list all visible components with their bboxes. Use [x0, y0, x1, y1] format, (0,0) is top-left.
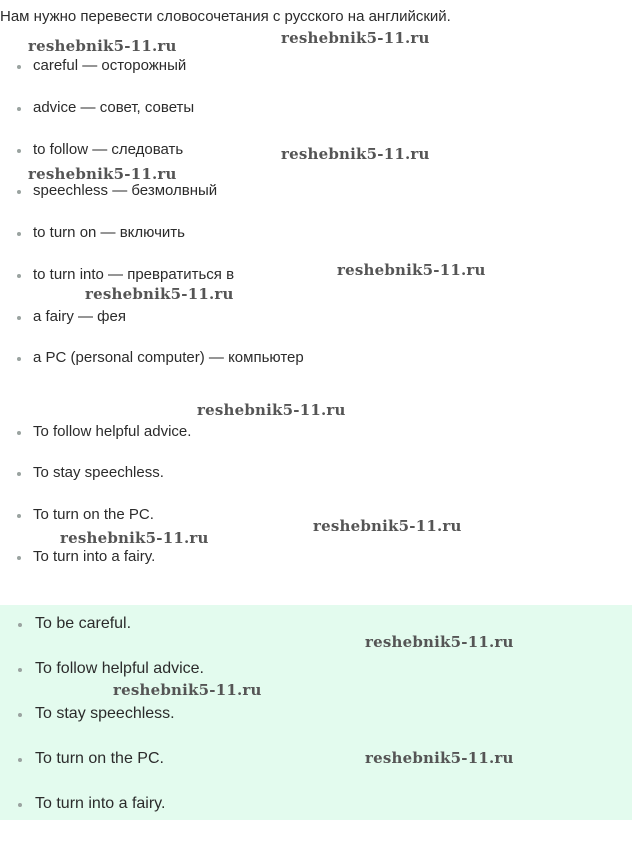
vocab-item: careful — осторожный	[33, 57, 187, 74]
phrase-item: To follow helpful advice.	[33, 423, 192, 440]
vocab-item: to follow — следовать	[33, 141, 184, 158]
answer-item: To turn into a fairy.	[35, 795, 166, 812]
vocab-item: advice — совет, советы	[33, 99, 195, 116]
vocab-item: speechless — безмолвный	[33, 182, 218, 199]
watermark: reshebnik5-11.ru	[281, 145, 430, 163]
answer-item: To stay speechless.	[35, 705, 175, 722]
watermark: reshebnik5-11.ru	[60, 529, 209, 547]
phrase-item: To turn on the PC.	[33, 506, 154, 523]
intro-text: Нам нужно перевести словосочетания с русского на английский.	[0, 8, 451, 25]
watermark: reshebnik5-11.ru	[85, 285, 234, 303]
answer-item: To follow helpful advice.	[35, 660, 204, 677]
vocab-item: to turn on — включить	[33, 224, 185, 241]
answer-item: To be careful.	[35, 615, 132, 632]
phrase-item: To turn into a fairy.	[33, 548, 156, 565]
vocab-item: a fairy — фея	[33, 308, 126, 325]
watermark: reshebnik5-11.ru	[28, 37, 177, 55]
vocab-item: to turn into — превратиться в	[33, 266, 235, 283]
watermark: reshebnik5-11.ru	[28, 165, 177, 183]
watermark: reshebnik5-11.ru	[365, 633, 514, 651]
phrase-item: To stay speechless.	[33, 464, 164, 481]
watermark: reshebnik5-11.ru	[281, 29, 430, 47]
watermark: reshebnik5-11.ru	[337, 261, 486, 279]
watermark: reshebnik5-11.ru	[313, 517, 462, 535]
watermark: reshebnik5-11.ru	[113, 681, 262, 699]
answer-item: To turn on the PC.	[35, 750, 164, 767]
watermark: reshebnik5-11.ru	[365, 749, 514, 767]
vocab-item: a PC (personal computer) — компьютер	[33, 349, 304, 366]
answer-box	[0, 605, 632, 820]
watermark: reshebnik5-11.ru	[197, 401, 346, 419]
